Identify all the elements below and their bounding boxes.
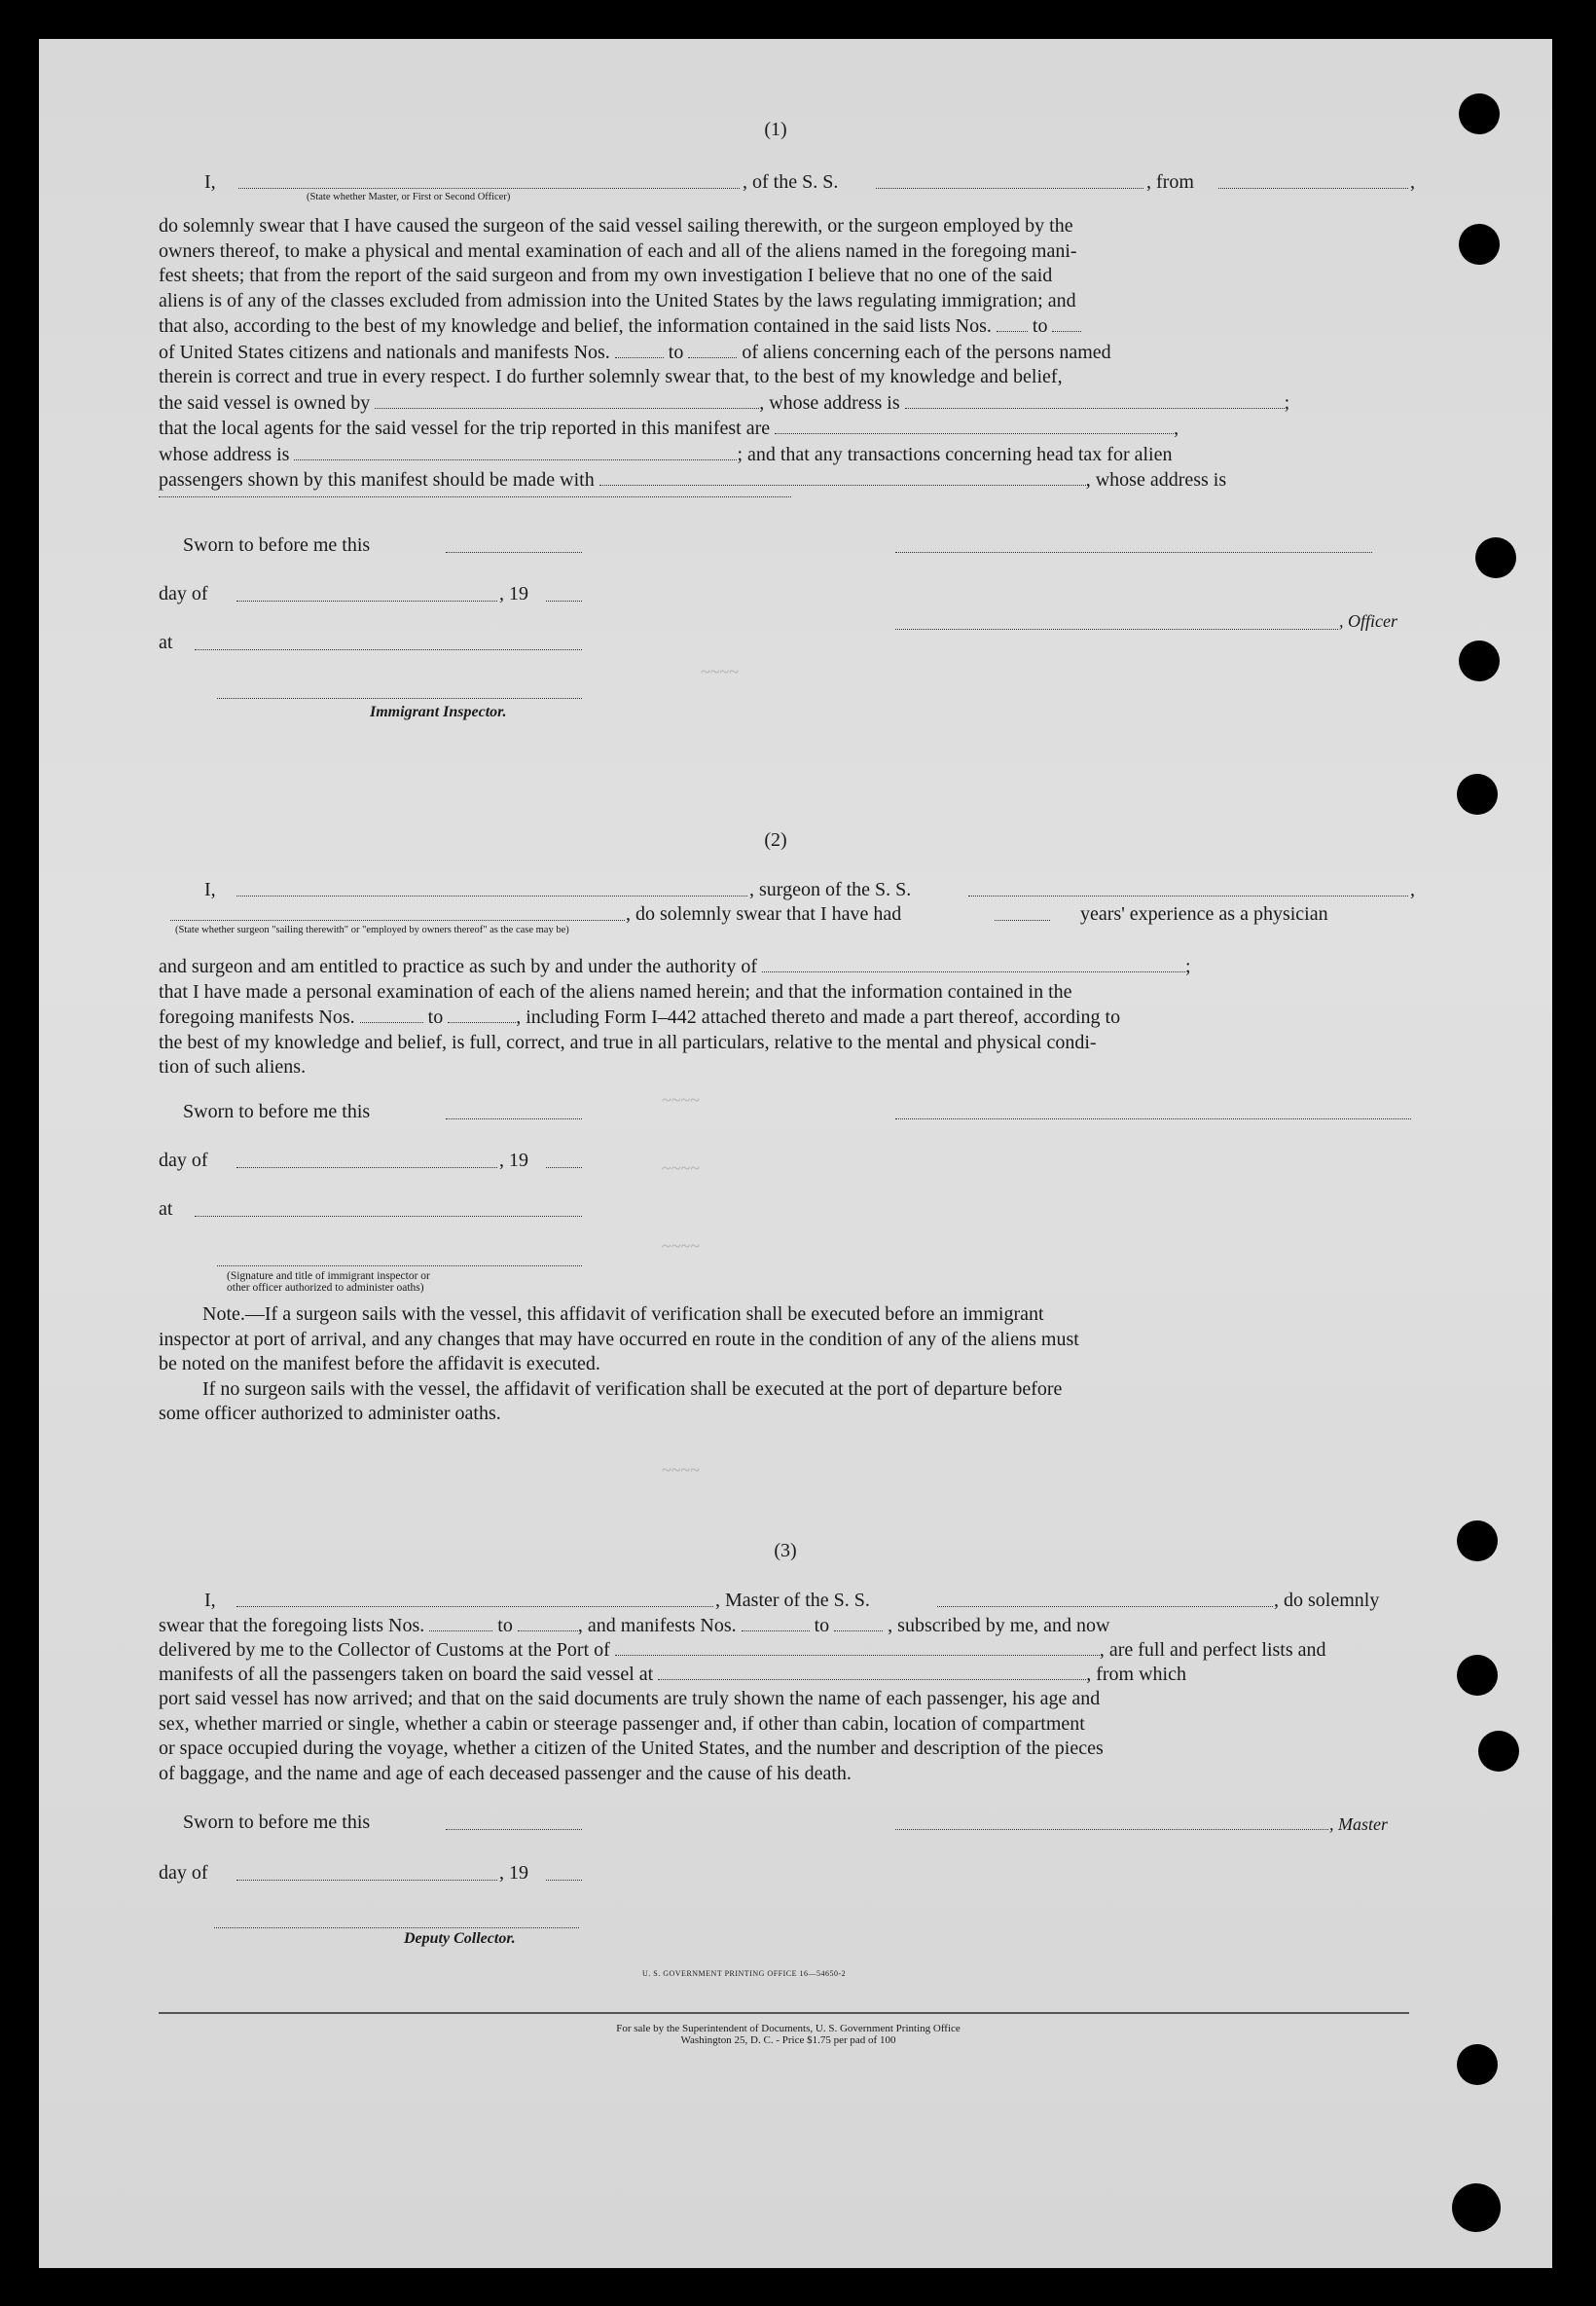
manifest-to-field[interactable]	[688, 340, 737, 358]
body-line: owners thereof, to make a physical and mental examination of each and all of the aliens named in the foregoing mani-	[159, 239, 1077, 262]
sworn-label: Sworn to before me this	[183, 534, 371, 556]
note-line: Note.—If a surgeon sails with the vessel, this affidavit of verification shall be executed before an immigrant	[202, 1303, 1044, 1325]
body-line	[159, 340, 1416, 366]
owner-field[interactable]	[375, 390, 759, 409]
years-label: years' experience as a physician	[1080, 903, 1328, 925]
surgeon-of-label: , surgeon of the S. S.	[749, 879, 912, 900]
body-text: delivered by me to the Collector of Customs at the Port of	[159, 1639, 610, 1661]
owner-address-field[interactable]	[905, 390, 1285, 409]
bleed-through-mark: ~~~~	[701, 662, 739, 681]
line-end-comma: ,	[1410, 879, 1415, 900]
year-field[interactable]	[546, 601, 582, 602]
body-line: aliens is of any of the classes excluded from admission into the United States by the laws regulating immigration; and	[159, 289, 1076, 311]
section-1-number: (1)	[764, 119, 787, 140]
form-page	[39, 39, 1552, 2268]
head-tax-address-field[interactable]	[159, 496, 791, 497]
manifest-from-field[interactable]	[615, 340, 664, 358]
officer-label: , Officer	[1339, 611, 1397, 631]
note-line: be noted on the manifest before the affidavit is executed.	[159, 1353, 600, 1374]
master-label: , Master	[1329, 1814, 1388, 1834]
body-text: that the local agents for the said vessel for the trip reported in this manifest are	[159, 418, 771, 439]
port-line	[159, 1637, 1326, 1662]
lists-line	[159, 1613, 1109, 1637]
master-vessel-field[interactable]	[937, 1606, 1273, 1607]
surgeon-name-field[interactable]	[236, 896, 747, 897]
year-field[interactable]	[546, 1167, 582, 1168]
punch-hole-icon	[1457, 1520, 1498, 1561]
month-field[interactable]	[236, 1880, 497, 1881]
manifest-from-field[interactable]	[742, 1613, 810, 1631]
section-1-i: I,	[204, 171, 216, 193]
body-text: ,	[1174, 418, 1179, 439]
gpo-imprint: U. S. GOVERNMENT PRINTING OFFICE 16—54650-2	[642, 1969, 847, 1978]
officer-title-caption: (State whether Master, or First or Second Officer)	[307, 192, 511, 202]
vessel-name-field[interactable]	[876, 188, 1143, 189]
authority-field[interactable]	[762, 954, 1185, 972]
bleed-through-mark: ~~~~	[662, 1090, 700, 1110]
note-line: some officer authorized to administer oaths.	[159, 1403, 501, 1424]
sworn-label: Sworn to before me this	[183, 1101, 371, 1122]
do-solemnly-label: , do solemnly	[1274, 1590, 1380, 1611]
inspector-signature-field[interactable]	[217, 698, 582, 699]
of-the-ss-label: , of the S. S.	[743, 171, 839, 193]
section-3-i: I,	[204, 1590, 216, 1611]
sale-notice	[496, 2023, 1080, 2046]
body-text: , subscribed by me, and now	[888, 1615, 1110, 1636]
manifest-to-field[interactable]	[834, 1613, 883, 1631]
master-name-field[interactable]	[236, 1606, 713, 1607]
body-text: manifests of all the passengers taken on board the said vessel at	[159, 1664, 654, 1685]
body-text: of United States citizens and nationals and manifests Nos.	[159, 341, 610, 363]
note-line: If no surgeon sails with the vessel, the affidavit of verification shall be executed at the port of departure before	[202, 1377, 1063, 1400]
body-line: port said vessel has now arrived; and that on the said documents are truly shown the name of each passenger, his age and	[159, 1688, 1101, 1709]
punch-hole-icon	[1459, 93, 1500, 134]
agents-address-field[interactable]	[294, 442, 737, 460]
body-line	[159, 442, 1416, 468]
body-text: ;	[1185, 956, 1191, 977]
at-place-field[interactable]	[195, 1216, 582, 1217]
surgeon-status-caption: (State whether surgeon "sailing therewith" or "employed by owners thereof" as the case may be)	[175, 925, 569, 935]
surgeon-vessel-field[interactable]	[968, 896, 1408, 897]
body-line: of baggage, and the name and age of each deceased passenger and the cause of his death.	[159, 1762, 852, 1784]
body-text: , and manifests Nos.	[577, 1615, 737, 1636]
from-port-field[interactable]	[1218, 188, 1408, 189]
month-field[interactable]	[236, 1167, 497, 1168]
officer-title-line[interactable]	[895, 629, 1338, 630]
head-tax-party-field[interactable]	[599, 467, 1086, 486]
local-agents-field[interactable]	[775, 416, 1174, 434]
body-line	[159, 390, 1416, 417]
caption-line: (Signature and title of immigrant inspector or	[227, 1270, 430, 1282]
collector-signature-field[interactable]	[214, 1927, 579, 1928]
month-field[interactable]	[236, 601, 497, 602]
deputy-collector-label: Deputy Collector.	[404, 1930, 516, 1947]
footer-rule	[159, 2012, 1409, 2014]
punch-hole-icon	[1452, 2183, 1501, 2232]
officer-signature-field[interactable]	[895, 552, 1372, 553]
section-2-i: I,	[204, 879, 216, 900]
surgeon-status-field[interactable]	[170, 920, 625, 921]
port-field[interactable]	[615, 1637, 1100, 1656]
body-text: foregoing manifests Nos.	[159, 1007, 355, 1028]
bleed-through-mark: ~~~~	[662, 1236, 700, 1256]
manifest-from-field[interactable]	[360, 1005, 423, 1023]
section-2-note	[159, 1302, 1416, 1427]
signature-caption	[227, 1270, 430, 1294]
year-field[interactable]	[546, 1880, 582, 1881]
bleed-through-mark: ~~~~	[662, 1158, 700, 1178]
body-line	[159, 416, 1416, 442]
day-of-label: day of	[159, 1862, 208, 1884]
body-text: swear that the foregoing lists Nos.	[159, 1615, 425, 1636]
body-text: , from which	[1086, 1664, 1186, 1685]
body-line: the best of my knowledge and belief, is full, correct, and true in all particulars, relative to the mental and physical condi-	[159, 1031, 1097, 1053]
from-label: , from	[1146, 171, 1194, 193]
body-line: sex, whether married or single, whether a cabin or steerage passenger and, if other than cabin, location of compartment	[159, 1712, 1085, 1735]
sworn-date-field[interactable]	[446, 1118, 582, 1119]
inspector-label: Immigrant Inspector.	[370, 704, 507, 720]
section-2-number: (2)	[764, 829, 787, 851]
list-from-field[interactable]	[997, 313, 1028, 332]
year-label: , 19	[499, 583, 528, 604]
section-1-body	[159, 214, 1416, 494]
body-text: , whose address is	[759, 391, 900, 414]
body-line	[159, 954, 1416, 980]
year-label: , 19	[499, 1150, 528, 1171]
to-label: to	[427, 1007, 444, 1028]
inspector-signature-field[interactable]	[217, 1265, 582, 1266]
years-field[interactable]	[995, 920, 1050, 921]
body-text: ; and that any transactions concerning head tax for alien	[737, 443, 1173, 465]
body-text: , including Form I–442 attached thereto and made a part thereof, according to	[516, 1007, 1121, 1028]
punch-hole-icon	[1457, 774, 1498, 815]
punch-hole-icon	[1459, 224, 1500, 265]
manifest-to-field[interactable]	[448, 1005, 516, 1023]
list-to-field[interactable]	[518, 1613, 578, 1631]
at-place-field[interactable]	[195, 649, 582, 650]
sworn-label: Sworn to before me this	[183, 1812, 371, 1833]
section-2-body	[159, 954, 1416, 1080]
body-text: ;	[1284, 391, 1290, 414]
sale-line: Washington 25, D. C. - Price $1.75 per pad of 100	[680, 2034, 896, 2046]
body-line	[159, 467, 1416, 494]
body-line: do solemnly swear that I have caused the surgeon of the said vessel sailing therewith, or the surgeon employed by the	[159, 215, 1073, 237]
body-line: therein is correct and true in every respect. I do further solemnly swear that, to the best of my knowledge and belief,	[159, 366, 1063, 387]
day-of-label: day of	[159, 1150, 208, 1171]
body-line: tion of such aliens.	[159, 1056, 307, 1078]
body-line: that I have made a personal examination of each of the aliens named herein; and that the information contained in the	[159, 980, 1072, 1003]
swear-label: , do solemnly swear that I have had	[626, 903, 902, 925]
taken-on-board-line	[159, 1662, 1186, 1686]
to-label: to	[1032, 315, 1048, 337]
punch-hole-icon	[1457, 2044, 1498, 2085]
body-line: fest sheets; that from the report of the said surgeon and from my own investigation I believe that no one of the said	[159, 265, 1053, 286]
body-text: the said vessel is owned by	[159, 391, 371, 414]
body-line	[159, 1005, 1416, 1031]
at-label: at	[159, 1198, 173, 1220]
year-label: , 19	[499, 1862, 528, 1884]
to-label: to	[668, 341, 684, 363]
body-text: of aliens concerning each of the persons named	[742, 341, 1111, 363]
sale-line: For sale by the Superintendent of Documents, U. S. Government Printing Office	[616, 2023, 961, 2034]
caption-line: other officer authorized to administer oaths)	[227, 1282, 424, 1294]
sworn-date-field[interactable]	[446, 1829, 582, 1830]
body-text: , are full and perfect lists and	[1099, 1639, 1326, 1661]
body-text: passengers shown by this manifest should be made with	[159, 469, 595, 491]
officer-title-field[interactable]	[238, 188, 740, 189]
punch-hole-icon	[1457, 1655, 1498, 1696]
body-text: whose address is	[159, 443, 290, 465]
body-line: or space occupied during the voyage, whether a citizen of the United States, and the number and description of the pieces	[159, 1738, 1104, 1759]
body-text: that also, according to the best of my knowledge and belief, the information contained in the said lists Nos.	[159, 315, 992, 337]
body-line	[159, 313, 1416, 340]
surgeon-signature-field[interactable]	[895, 1118, 1411, 1119]
master-of-label: , Master of the S. S.	[715, 1590, 870, 1611]
sworn-date-field[interactable]	[446, 552, 582, 553]
punch-hole-icon	[1478, 1731, 1519, 1772]
body-text: , whose address is	[1085, 469, 1227, 491]
punch-hole-icon	[1475, 537, 1516, 578]
note-line: inspector at port of arrival, and any changes that may have occurred en route in the condition of any of the aliens must	[159, 1328, 1079, 1350]
day-of-label: day of	[159, 583, 208, 604]
section-3-body	[159, 1687, 1416, 1786]
boarding-port-field[interactable]	[658, 1662, 1086, 1680]
list-from-field[interactable]	[429, 1613, 492, 1631]
master-signature-field[interactable]	[895, 1829, 1328, 1830]
list-to-field[interactable]	[1052, 313, 1081, 332]
at-label: at	[159, 632, 173, 653]
line-end-comma: ,	[1410, 171, 1415, 193]
punch-hole-icon	[1459, 641, 1500, 681]
bleed-through-mark: ~~~~	[662, 1460, 700, 1480]
section-3-number: (3)	[774, 1540, 797, 1561]
body-text: and surgeon and am entitled to practice as such by and under the authority of	[159, 956, 757, 977]
to-label: to	[814, 1615, 830, 1636]
to-label: to	[497, 1615, 513, 1636]
